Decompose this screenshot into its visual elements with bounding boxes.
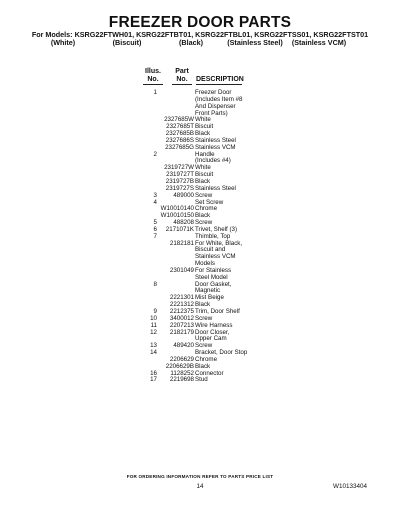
header-part-line1: Part — [175, 68, 189, 75]
illus-number: 3 — [153, 191, 157, 199]
illus-number: 5 — [153, 219, 157, 227]
models-line: For Models: KSRG22FTWH01, KSRG22FTBT01, KSRG22FTBL01, KSRG22FTSS01, KSRG22FTST01 — [31, 30, 369, 39]
part-number: 1128252 — [170, 369, 194, 377]
illus-number: 12 — [150, 328, 157, 336]
illus-number: 9 — [153, 308, 157, 315]
header-illus-line2: No. — [147, 75, 159, 83]
description: Biscuit — [195, 171, 214, 179]
illus-number: 2 — [153, 150, 157, 158]
description: Door Closer, — [195, 328, 230, 336]
description: Front Parts) — [195, 109, 228, 117]
part-number: 2206629 — [169, 355, 194, 363]
header-illus — [140, 68, 166, 84]
part-number: 2319727T — [166, 171, 194, 179]
description: Biscuit and — [195, 246, 226, 254]
variant-stainless-steel: (Stainless Steel) — [227, 38, 283, 48]
description: Stainless Steel — [195, 136, 236, 144]
description: Wire Harness — [195, 321, 233, 329]
header-part-line2: No. — [176, 75, 188, 83]
part-number: 2327685T — [166, 123, 194, 131]
illus-number: 17 — [150, 376, 157, 384]
part-number: W10010140 — [160, 205, 194, 213]
header-rule-description — [196, 84, 242, 85]
part-number: 2319727W — [164, 164, 194, 172]
illus-number: 6 — [153, 225, 157, 233]
part-number: 2319727B — [165, 177, 194, 185]
page-number: 14 — [196, 483, 204, 490]
part-number: 2219698 — [169, 376, 194, 384]
description: Models — [195, 260, 215, 268]
description: Screw — [195, 342, 213, 350]
illus-number: 16 — [150, 369, 157, 377]
header-rule-part — [172, 84, 192, 85]
description: Biscuit — [195, 123, 214, 131]
part-number: 489420 — [173, 342, 194, 350]
description: Steel Model — [195, 273, 228, 281]
description: Magnetic — [195, 287, 221, 295]
document-number: W10133404 — [333, 483, 367, 490]
illus-number: 10 — [150, 314, 157, 322]
description: Screw — [195, 314, 213, 322]
description: Trivet, Shelf (3) — [195, 225, 238, 233]
header-illus-line1: Illus. — [145, 68, 161, 75]
description: Chrome — [195, 355, 218, 363]
description: Set Screw — [195, 198, 224, 206]
part-number: 488208 — [173, 219, 194, 227]
illus-number: 7 — [153, 232, 157, 240]
part-number: 2212375 — [169, 308, 194, 315]
part-number: 2327686S — [165, 136, 194, 144]
part-number: 3400012 — [169, 314, 194, 322]
description: Chrome — [195, 205, 218, 213]
description: Screw — [195, 191, 213, 199]
model-list — [0, 31, 400, 47]
part-number: 2327685B — [165, 130, 194, 138]
header-rule-illus — [143, 84, 163, 85]
description: Mist Beige — [195, 294, 224, 302]
description: Stainless Steel — [195, 184, 236, 192]
part-number: 2171071K — [165, 225, 194, 233]
illus-number: 1 — [153, 89, 157, 96]
part-number: 2301049 — [169, 266, 194, 274]
description: Door Gasket, — [195, 280, 232, 288]
variant-black: (Black) — [179, 38, 203, 48]
description: Black — [195, 362, 211, 370]
description: And Dispenser — [195, 102, 236, 110]
part-number: 2182181 — [169, 239, 194, 247]
part-number: 2327685G — [165, 143, 194, 151]
description: Thimble, Top — [195, 232, 231, 240]
part-number: 2319727S — [165, 184, 194, 192]
header-description: DESCRIPTION — [196, 75, 244, 83]
description: Freezer Door — [195, 89, 232, 96]
model-variants — [0, 39, 400, 47]
part-number: 489000 — [173, 191, 194, 199]
description: Bracket, Door Stop — [195, 349, 248, 357]
part-number: 2221301 — [169, 294, 194, 302]
part-number: 2206629B — [165, 362, 194, 370]
illus-number: 4 — [153, 198, 157, 206]
ordering-footer: FOR ORDERING INFORMATION REFER TO PARTS PRICE LIST — [126, 474, 274, 479]
part-number: 2221312 — [169, 301, 194, 309]
description: Upper Cam — [195, 335, 227, 343]
description: Stainless VCM — [195, 143, 236, 151]
illus-number: 11 — [150, 321, 157, 329]
description: White — [195, 164, 211, 172]
variant-white: (White) — [50, 38, 76, 48]
illus-number: 8 — [153, 280, 157, 288]
description: Black — [195, 212, 211, 220]
variant-stainless-vcm: (Stainless VCM) — [291, 38, 347, 48]
description: Black — [195, 130, 211, 138]
illus-number: 13 — [150, 342, 157, 350]
part-number: 2182179 — [169, 328, 194, 336]
illus-number: 14 — [150, 349, 157, 357]
description: (Includes #4) — [195, 157, 231, 165]
description: Trim, Door Shelf — [195, 308, 240, 315]
description: Connector — [195, 369, 224, 377]
part-number: 2207213 — [169, 321, 194, 329]
description: (Includes Item #8 — [195, 95, 243, 103]
page-title: FREEZER DOOR PARTS — [108, 14, 292, 31]
description: For Stainless — [195, 266, 232, 274]
description: Handle — [195, 150, 215, 158]
part-number: 2327685W — [164, 116, 194, 124]
part-number: W10010150 — [160, 212, 194, 220]
description: Stud — [195, 376, 208, 384]
header-part — [170, 68, 194, 84]
description: Black — [195, 301, 211, 309]
variant-biscuit: (Biscuit) — [112, 38, 142, 48]
description: Screw — [195, 219, 213, 227]
description: Stainless VCM — [195, 253, 236, 261]
description: White — [195, 116, 211, 124]
description: Black — [195, 177, 211, 185]
description: For White, Black, — [195, 239, 243, 247]
